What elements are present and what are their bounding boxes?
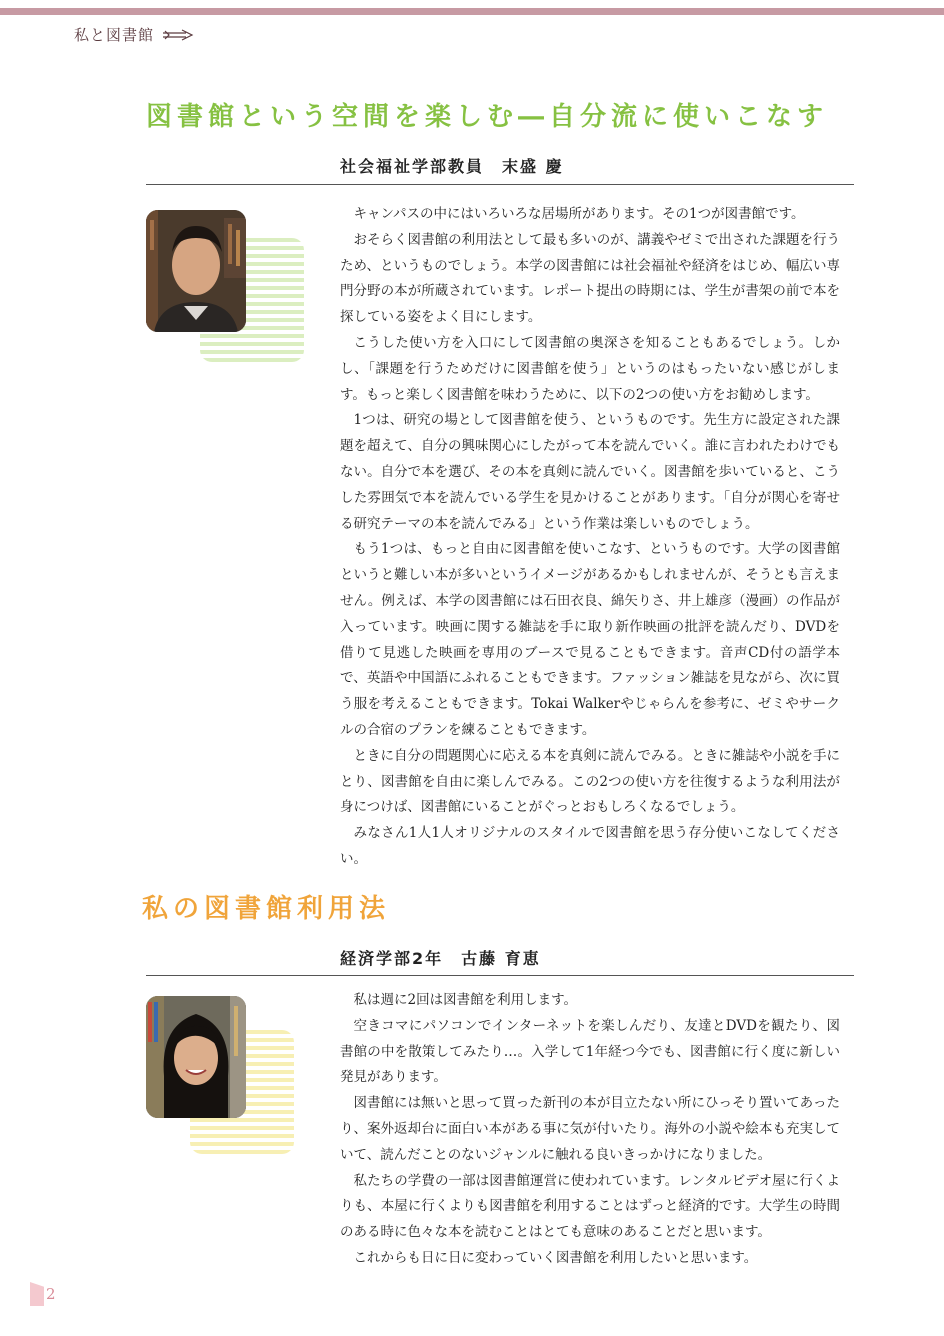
article1-body xyxy=(340,202,840,873)
article2-body xyxy=(340,988,840,1272)
article1-title: 図書館という空間を楽しむ―自分流に使いこなす xyxy=(146,102,829,132)
article1-paragraph: こうした使い方を入口にして図書館の奥深さを知ることもあるでしょう。しかし、「課題を行うためだけに図書館を使う」というのはもったいない感じがします。もっと楽しく図書館を味わうために、以下の2つの使い方をお勧めします。 xyxy=(340,334,840,403)
article2-divider xyxy=(146,975,854,976)
article1-divider xyxy=(146,184,854,185)
article1-paragraph: おそらく図書館の利用法として最も多いのが、講義やゼミで出された課題を行うため、というものでしょう。本学の図書館には社会福祉や経済をはじめ、幅広い専門分野の本が所蔵されています。レポート提出の時期には、学生が書架の前で本を探している姿をよく目にします。 xyxy=(340,231,840,326)
article2-paragraph: 私は週に2回は図書館を利用します。 xyxy=(353,992,578,1008)
article2-paragraph: 図書館には無いと思って買った新刊の本が目立たない所にひっそり置いてあったり、案外返却台に面白い本がある事に気が付いたり。海外の小説や絵本も充実していて、読んだことのないジャンルに触れる良いきっかけになりました。 xyxy=(340,1095,840,1163)
article1-paragraph: ときに自分の問題関心に応える本を真剣に読んでみる。ときに雑誌や小説を手にとり、図書館を自由に楽しんでみる。この2つの使い方を往復するような利用法が身につけば、図書館にいることがぐっとおもしろくなるでしょう。 xyxy=(340,747,840,816)
section-label: 私と図書館 xyxy=(74,26,155,44)
author2-photo xyxy=(146,996,246,1118)
arrow-icon xyxy=(162,29,194,41)
article2-title: 私の図書館利用法 xyxy=(142,894,391,924)
author1-photo xyxy=(146,210,246,332)
article1-paragraph: キャンパスの中にはいろいろな居場所があります。その1つが図書館です。 xyxy=(353,206,805,222)
article2-paragraph: 空きコマにパソコンでインターネットを楽しんだり、友達とDVDを観たり、図書館の中を散策してみたり…。入学して1年経つ今でも、図書館に行く度に新しい発見があります。 xyxy=(340,1017,840,1086)
page-number: 2 xyxy=(46,1285,56,1303)
article1-author: 社会福祉学部教員 末盛 慶 xyxy=(340,157,564,176)
article1-paragraph: みなさん1人1人オリジナルのスタイルで図書館を思う存分使いこなしてください。 xyxy=(340,825,840,867)
article2-author: 経済学部2年 古藤 育恵 xyxy=(340,949,541,968)
top-decorative-bar xyxy=(0,8,944,15)
article1-paragraph: もう1つは、もっと自由に図書館を使いこなす、というものです。大学の図書館というと難しい本が多いというイメージがあるかもしれませんが、そうとも言えません。例えば、本学の図書館には石田衣良、綿矢りさ、井上雄彦（漫画）の作品が入っています。映画に関する雑誌を手に取り新作映画の批評を読んだり、DVDを借りて見逃した映画を専用のブースで見ることもできます。音声CD付の語学本で、英語や中国語にふれることもできます。ファッション雑誌を見ながら、次に買う服を考えることもできます。Tokai Walkerやじゃらんを参考に、ゼミやサークルの合宿のプランを練ることもできます。 xyxy=(340,541,840,738)
article1-paragraph: 1つは、研究の場として図書館を使う、というものです。先生方に設定された課題を超えて、自分の興味関心にしたがって本を読んでいく。誰に言われたわけでもない。自分で本を選び、その本を真剣に読んでいく。図書館を歩いていると、こうした雰囲気で本を読んでいる学生を見かけることがあります。「自分が関心を寄せる研究テーマの本を読んでみる」という作業は楽しいものでしょう。 xyxy=(340,412,840,532)
section-header xyxy=(74,24,194,45)
page-marker xyxy=(30,1280,66,1308)
page-flag-icon xyxy=(30,1282,44,1306)
article2-paragraph: 私たちの学費の一部は図書館運営に使われています。レンタルビデオ屋に行くよりも、本屋に行くよりも図書館を利用することはずっと経済的です。大学生の時間のある時に色々な本を読むことはとても意味のあることだと思います。 xyxy=(340,1172,840,1241)
article2-paragraph: これからも日に日に変わっていく図書館を利用したいと思います。 xyxy=(353,1249,758,1266)
